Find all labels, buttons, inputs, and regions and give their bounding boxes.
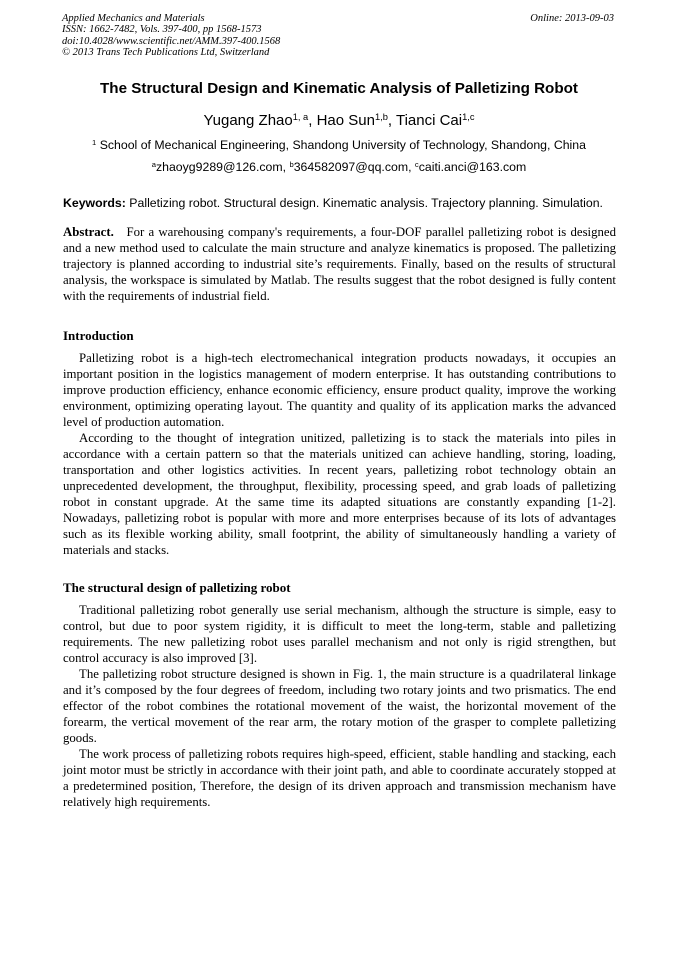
journal-name: Applied Mechanics and Materials bbox=[62, 13, 205, 24]
paragraph-text: According to the thought of integration unitized, palletizing is to stack the materials into piles in accordance with a certain pattern so that the materials unitized can achieve handling, storing, loading, transportation and other logistics activities. In recent years, palletizing robot technology obtain an unprecedented development, the throughput, flexibility, processing speed, and grab loads of palletizing robot in constant upgrade. At the same time its adapted situations are constantly expanding [1-2]. Nowadays, palletizing robot is popular with more and more enterprises because of its lots of advantages such as its flexible working ability, small footprint, the ability of simultaneously handling a variety of materials and stacks. bbox=[63, 431, 616, 557]
email-sup: c bbox=[414, 159, 419, 169]
email-link[interactable]: caiti.anci@163.com bbox=[418, 160, 527, 174]
paragraph-text: The palletizing robot structure designed is shown in Fig. 1, the main structure is a quadrilateral linkage and it’s composed by the four degrees of freedom, including two rotary joints and two prismatics. The end effector of the robot combines the rotational movement of the waist, the horizontal movement of the forearm, the vertical movement of the rear arm, the rotary motion of the grasper to complete palletizing goods. bbox=[63, 667, 616, 745]
paper-title: The Structural Design and Kinematic Analysis of Palletizing Robot bbox=[100, 80, 578, 97]
email-link[interactable]: 364582097@qq.com bbox=[293, 160, 409, 174]
email-list: $^a$zhaoyg9289@126.com, $^b$364582097@qq.com, $^c$caiti.anci@163.com bbox=[151, 159, 527, 174]
keywords-label: Keywords: bbox=[63, 196, 126, 210]
keywords-text: Palletizing robot. Structural design. Kinematic analysis. Trajectory planning. Simulation. bbox=[129, 196, 603, 210]
paragraph bbox=[63, 602, 616, 666]
section-heading-introduction: Introduction bbox=[63, 328, 134, 343]
paragraph bbox=[63, 746, 616, 810]
paragraph bbox=[63, 430, 616, 558]
affiliation-sup: 1 bbox=[92, 137, 97, 147]
paragraph-text: Traditional palletizing robot generally use serial mechanism, although the structure is simple, easy to control, but due to poor system rigidity, it is difficult to meet the long-term, stable and palletizing requirements. The new palletizing robot uses parallel mechanism and not only is rigid strengthen, but control accuracy is also improved [3]. bbox=[63, 603, 616, 665]
affiliation-text: School of Mechanical Engineering, Shandong University of Technology, Shandong, China bbox=[99, 138, 586, 152]
abstract-label: Abstract. bbox=[63, 225, 114, 239]
journal-header bbox=[62, 13, 280, 59]
author-affil-sup: 1,c bbox=[462, 111, 475, 122]
author-affil-sup: 1, a bbox=[292, 111, 309, 122]
section-heading-structural-design: The structural design of palletizing robot bbox=[63, 580, 291, 595]
email-link[interactable]: zhaoyg9289@126.com bbox=[155, 160, 283, 174]
online-date: Online: 2013-09-03 bbox=[530, 13, 614, 24]
paragraph-text: The work process of palletizing robots requires high-speed, efficient, stable handling and stacking, each joint motor must be strictly in accordance with their joint path, and able to coordinate accurately stopped at a predetermined position, Therefore, the design of its driven approach and transmission mechanism have relatively high requirements. bbox=[63, 747, 616, 809]
paragraph bbox=[63, 666, 616, 746]
author-name: Hao Sun bbox=[316, 112, 375, 129]
email-sup: a bbox=[151, 159, 156, 169]
author-affil-sup: 1,b bbox=[374, 111, 388, 122]
email-sup: b bbox=[289, 159, 294, 169]
author-name: Yugang Zhao bbox=[203, 112, 293, 129]
author-name: Tianci Cai bbox=[395, 112, 463, 129]
author-list: Yugang Zhao$^{1, a}$, Hao Sun$^{1,b}$, Tianci Cai$^{1,c}$ bbox=[203, 111, 475, 129]
paragraph-text: Palletizing robot is a high-tech electromechanical integration products nowadays, it occupies an important position in the logistics management of modern enterprise. It has outstanding contributions to improve production efficiency, enhance economic efficiency, ensure product quality, improve the working environment, optimizing operating layout. The quantity and quality of its application marks the advanced level of production automation. bbox=[63, 351, 616, 429]
abstract-text: For a warehousing company's requirements, a four-DOF parallel palletizing robot is designed and a new method used to calculate the main structure and analyze kinematics is proposed. The palletizing trajectory is planned according to industrial site’s requirements. Finally, based on the results of structural analysis, the workspace is simulated by Matlab. The results suggest that the robot designed is fully content with the requirements of industrial field. bbox=[63, 225, 616, 303]
affiliation bbox=[0, 138, 678, 152]
keywords bbox=[63, 196, 616, 210]
issn-line: ISSN: 1662-7482, Vols. 397-400, pp 1568-1573 bbox=[62, 24, 262, 36]
paragraph bbox=[63, 350, 616, 430]
copyright-line: © 2013 Trans Tech Publications Ltd, Switzerland bbox=[62, 47, 270, 59]
abstract bbox=[63, 224, 616, 304]
doi-line: doi:10.4028/www.scientific.net/AMM.397-400.1568 bbox=[62, 35, 281, 47]
